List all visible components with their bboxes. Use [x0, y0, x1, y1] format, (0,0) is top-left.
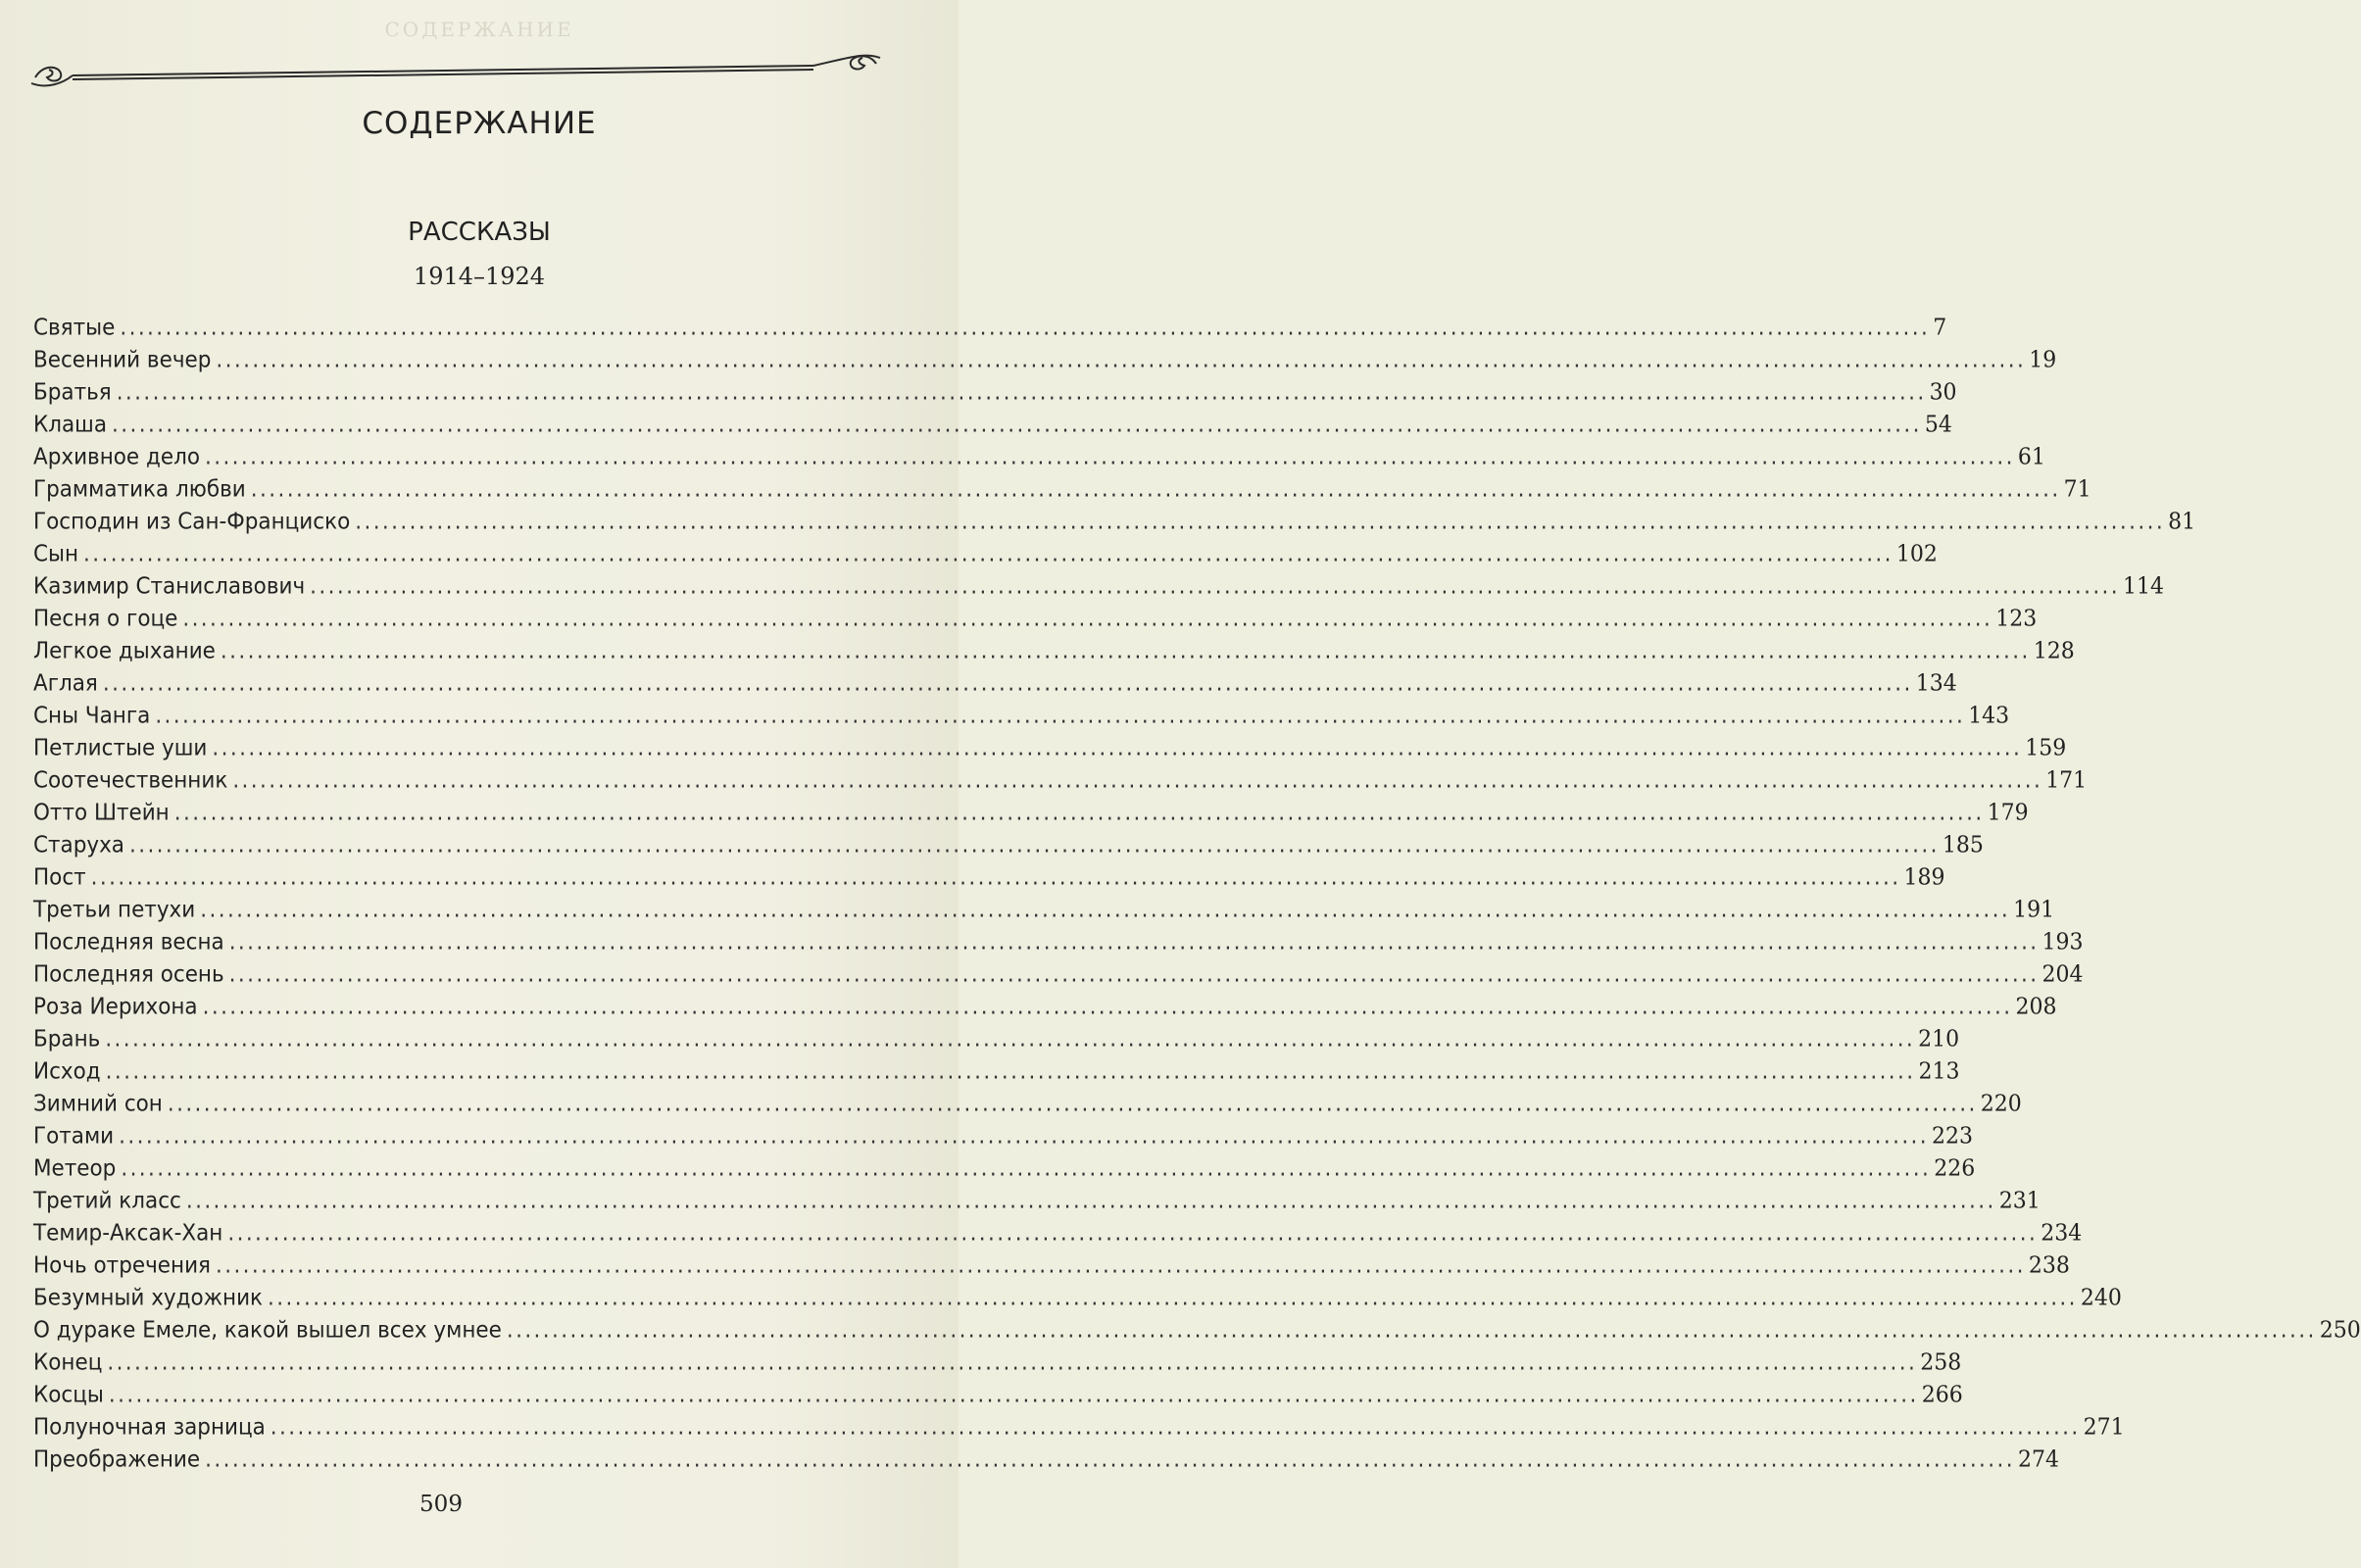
- toc-entry-title: Клаша: [33, 412, 108, 438]
- toc-entry-title: Последняя осень: [33, 961, 224, 988]
- toc-entry: [33, 699, 2010, 734]
- toc-entry-title: Святые: [33, 315, 116, 341]
- dot-leader: ........................................................................................................................................................................................................: [228, 929, 2040, 956]
- toc-entry: [33, 343, 2057, 378]
- toc-entry-title: Третий класс: [33, 1188, 181, 1214]
- toc-entry-title: Братья: [33, 379, 112, 406]
- dot-leader: ........................................................................................................................................................................................................: [121, 1155, 1932, 1182]
- toc-entry-page: 102: [1895, 541, 1938, 567]
- toc-entry-title: Исход: [33, 1058, 101, 1085]
- toc-entry: [33, 537, 1938, 572]
- toc-entry-page: 234: [2041, 1220, 2083, 1247]
- toc-entry-title: Аглая: [33, 670, 98, 697]
- toc-entry: [33, 1087, 2022, 1122]
- toc-entry-page: 266: [1921, 1382, 1963, 1408]
- toc-entry-page: 271: [2083, 1414, 2125, 1441]
- dot-leader: ........................................................................................................................................................................................................: [128, 832, 1940, 858]
- section-years: 1914–1924: [413, 263, 546, 290]
- toc-entry-title: Петлистые уши: [33, 735, 208, 761]
- toc-entry-page: 134: [1915, 670, 1957, 697]
- dot-leader: ........................................................................................................................................................................................................: [268, 1285, 2078, 1311]
- toc-entry: [33, 602, 2038, 637]
- dot-leader: ........................................................................................................................................................................................................: [102, 670, 1913, 697]
- toc-entry: [33, 311, 1947, 346]
- toc-entry-title: Песня о гоце: [33, 606, 178, 632]
- toc-entry-title: Метеор: [33, 1155, 117, 1182]
- toc-entry: [33, 1054, 1960, 1090]
- toc-entry-title: Сны Чанга: [33, 703, 151, 729]
- dot-leader: ........................................................................................................................................................................................................: [116, 379, 1927, 406]
- dot-leader: ........................................................................................................................................................................................................: [120, 315, 1931, 341]
- toc-entry: [33, 505, 2196, 540]
- toc-entry-page: 81: [2168, 509, 2196, 535]
- toc-entry: [33, 634, 2075, 669]
- toc-entry-title: Ночь отречения: [33, 1252, 211, 1279]
- dot-leader: ........................................................................................................................................................................................................: [105, 1026, 1916, 1053]
- dot-leader: ........................................................................................................................................................................................................: [108, 1382, 1919, 1408]
- toc-entry: [33, 828, 1984, 863]
- table-of-contents: [33, 312, 2361, 1476]
- dot-leader: ........................................................................................................................................................................................................: [202, 994, 2013, 1020]
- dot-leader: ........................................................................................................................................................................................................: [105, 1058, 1916, 1085]
- dot-leader: ........................................................................................................................................................................................................: [204, 444, 2015, 470]
- toc-entry-page: 179: [1987, 800, 2029, 826]
- toc-entry-page: 240: [2080, 1285, 2122, 1311]
- toc-entry-page: 185: [1942, 832, 1984, 858]
- toc-entry: [33, 796, 2029, 831]
- header-ornament: [29, 54, 882, 93]
- toc-entry-title: Готами: [33, 1123, 115, 1150]
- toc-entry-page: 204: [2041, 961, 2084, 988]
- toc-entry-title: О дураке Емеле, какой вышел всех умнее: [33, 1317, 502, 1344]
- toc-entry-title: Сын: [33, 541, 79, 567]
- dot-leader: ........................................................................................................................................................................................................: [228, 961, 2040, 988]
- toc-entry-page: 7: [1933, 315, 1947, 341]
- page-title: СОДЕРЖАНИЕ: [362, 106, 597, 141]
- toc-entry: [33, 1281, 2122, 1316]
- toc-entry-title: Конец: [33, 1349, 103, 1376]
- toc-entry: [33, 763, 2088, 799]
- toc-entry: [33, 1022, 1960, 1057]
- dot-leader: ........................................................................................................................................................................................................: [212, 735, 2023, 761]
- toc-entry-page: 231: [1998, 1188, 2041, 1214]
- toc-entry-page: 171: [2045, 767, 2088, 794]
- toc-entry-title: Косцы: [33, 1382, 104, 1408]
- toc-entry-title: Господин из Сан-Франциско: [33, 509, 351, 535]
- toc-entry-page: 223: [1932, 1123, 1974, 1150]
- toc-entry-page: 143: [1968, 703, 2010, 729]
- toc-entry: [33, 666, 1957, 702]
- toc-entry-title: Роза Иерихона: [33, 994, 198, 1020]
- running-header: СОДЕРЖАНИЕ: [384, 18, 574, 41]
- toc-entry-title: Архивное дело: [33, 444, 200, 470]
- toc-entry: [33, 925, 2084, 960]
- toc-entry-page: 128: [2033, 638, 2075, 664]
- toc-entry-title: Последняя весна: [33, 929, 224, 956]
- dot-leader: ........................................................................................................................................................................................................: [232, 767, 2043, 794]
- toc-entry-title: Третьи петухи: [33, 897, 196, 923]
- toc-entry-page: 30: [1929, 379, 1957, 406]
- dot-leader: ........................................................................................................................................................................................................: [83, 541, 1894, 567]
- dot-leader: ........................................................................................................................................................................................................: [173, 800, 1985, 826]
- toc-entry: [33, 569, 2165, 605]
- dot-leader: ........................................................................................................................................................................................................: [270, 1414, 2081, 1441]
- dot-leader: ........................................................................................................................................................................................................: [250, 476, 2061, 503]
- toc-entry: [33, 1249, 2070, 1284]
- toc-entry: [33, 1184, 2041, 1219]
- dot-leader: ........................................................................................................................................................................................................: [112, 412, 1922, 438]
- dot-leader: ........................................................................................................................................................................................................: [227, 1220, 2039, 1247]
- toc-entry-title: Казимир Станиславович: [33, 573, 306, 600]
- toc-entry: [33, 375, 1957, 411]
- dot-leader: ........................................................................................................................................................................................................: [355, 509, 2166, 535]
- toc-entry: [33, 957, 2084, 993]
- toc-entry-page: 210: [1918, 1026, 1960, 1053]
- toc-entry-page: 258: [1920, 1349, 1962, 1376]
- toc-entry: [33, 1346, 1962, 1381]
- toc-entry-page: 19: [2029, 347, 2057, 373]
- toc-entry-page: 193: [2041, 929, 2084, 956]
- dot-leader: ........................................................................................................................................................................................................: [506, 1317, 2317, 1344]
- toc-entry-page: 114: [2123, 573, 2165, 600]
- dot-leader: ........................................................................................................................................................................................................: [119, 1123, 1930, 1150]
- toc-entry-title: Преображение: [33, 1446, 201, 1473]
- toc-entry-page: 274: [2018, 1446, 2059, 1473]
- toc-entry-title: Весенний вечер: [33, 347, 212, 373]
- page-number: 509: [419, 1492, 463, 1517]
- toc-entry-title: Брань: [33, 1026, 101, 1053]
- toc-entry: [33, 1152, 1976, 1187]
- toc-entry-page: 250: [2319, 1317, 2361, 1344]
- section-title: РАССКАЗЫ: [408, 218, 551, 247]
- dot-leader: ........................................................................................................................................................................................................: [90, 864, 1901, 891]
- toc-entry-title: Безумный художник: [33, 1285, 264, 1311]
- toc-entry-page: 159: [2025, 735, 2067, 761]
- toc-entry: [33, 893, 2055, 928]
- toc-entry-title: Темир-Аксак-Хан: [33, 1220, 223, 1247]
- toc-entry: [33, 731, 2067, 766]
- toc-entry-page: 208: [2015, 994, 2057, 1020]
- toc-entry: [33, 990, 2057, 1025]
- dot-leader: ........................................................................................................................................................................................................: [200, 897, 2011, 923]
- toc-entry-page: 191: [2013, 897, 2055, 923]
- toc-entry-page: 238: [2028, 1252, 2070, 1279]
- dot-leader: ........................................................................................................................................................................................................: [182, 606, 1993, 632]
- toc-entry: [33, 1410, 2125, 1446]
- toc-entry: [33, 472, 2091, 508]
- dot-leader: ........................................................................................................................................................................................................: [216, 347, 2027, 373]
- dot-leader: ........................................................................................................................................................................................................: [155, 703, 1966, 729]
- toc-entry: [33, 860, 1945, 896]
- toc-entry: [33, 1216, 2083, 1251]
- toc-entry-title: Грамматика любви: [33, 476, 246, 503]
- toc-entry-page: 61: [2017, 444, 2045, 470]
- dot-leader: ........................................................................................................................................................................................................: [167, 1091, 1978, 1117]
- toc-entry-title: Пост: [33, 864, 86, 891]
- toc-entry-title: Зимний сон: [33, 1091, 163, 1117]
- toc-entry: [33, 1443, 2059, 1478]
- toc-entry-page: 220: [1980, 1091, 2022, 1117]
- toc-entry-title: Легкое дыхание: [33, 638, 216, 664]
- toc-entry: [33, 1119, 1974, 1154]
- dot-leader: ........................................................................................................................................................................................................: [310, 573, 2121, 600]
- dot-leader: ........................................................................................................................................................................................................: [220, 638, 2031, 664]
- toc-entry: [33, 408, 1952, 443]
- toc-entry: [33, 1378, 1963, 1413]
- toc-entry-page: 189: [1903, 864, 1945, 891]
- toc-entry-page: 54: [1924, 412, 1952, 438]
- toc-entry-title: Отто Штейн: [33, 800, 170, 826]
- dot-leader: ........................................................................................................................................................................................................: [215, 1252, 2026, 1279]
- dot-leader: ........................................................................................................................................................................................................: [107, 1349, 1918, 1376]
- toc-entry-title: Полуночная зарница: [33, 1414, 266, 1441]
- toc-entry-title: Старуха: [33, 832, 124, 858]
- toc-entry: [33, 440, 2045, 475]
- toc-entry-page: 123: [1995, 606, 2038, 632]
- toc-entry-title: Соотечественник: [33, 767, 228, 794]
- dot-leader: ........................................................................................................................................................................................................: [205, 1446, 2015, 1473]
- toc-entry-page: 213: [1918, 1058, 1960, 1085]
- toc-entry-page: 226: [1934, 1155, 1976, 1182]
- toc-entry: [33, 1313, 2361, 1348]
- dot-leader: ........................................................................................................................................................................................................: [185, 1188, 1996, 1214]
- toc-entry-page: 71: [2063, 476, 2091, 503]
